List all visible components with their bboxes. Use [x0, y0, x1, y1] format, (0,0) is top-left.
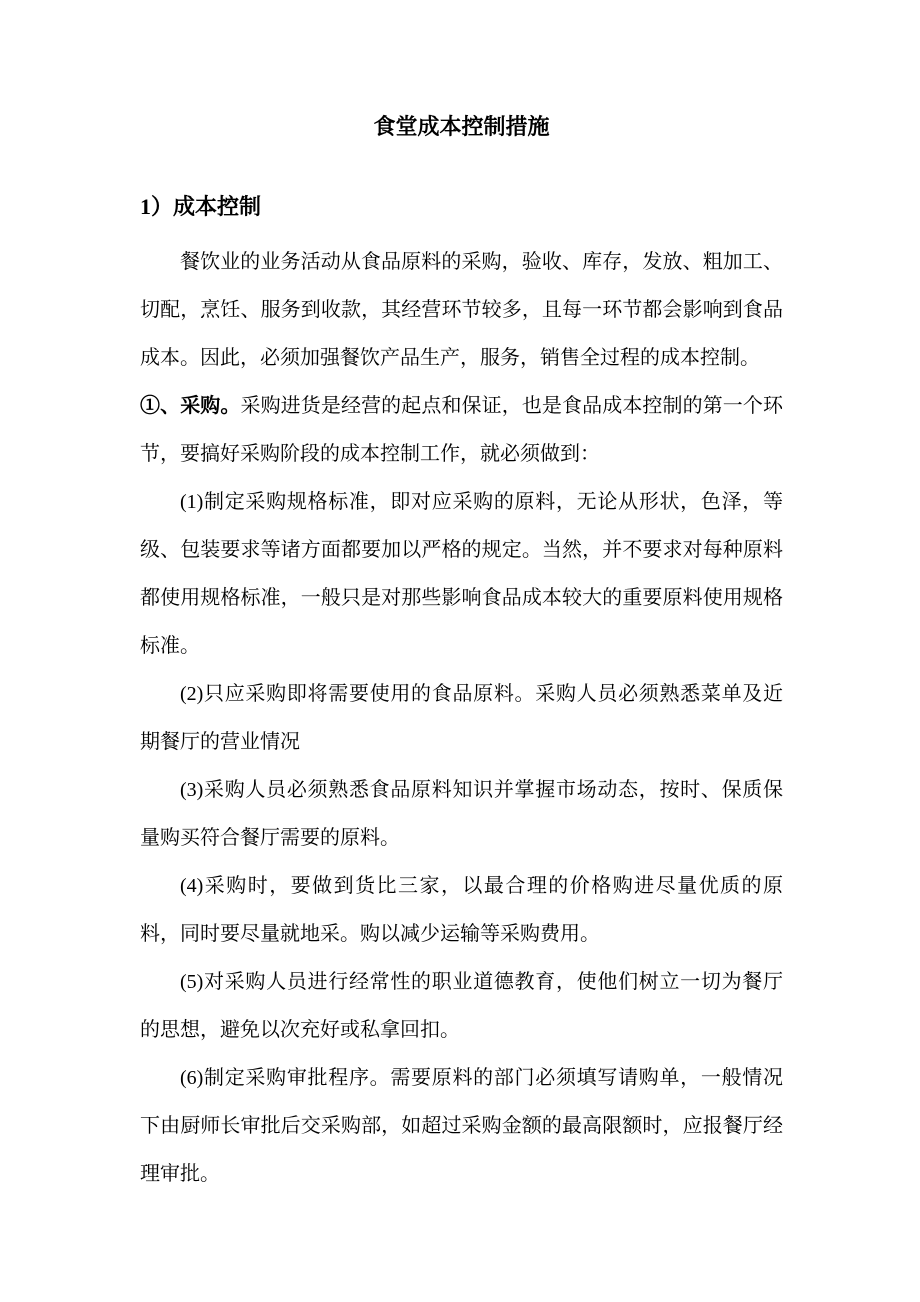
paragraph: (2)只应采购即将需要使用的食品原料。采购人员必须熟悉菜单及近期餐厅的营业情况: [140, 683, 783, 753]
section-heading: 1）成本控制: [140, 194, 262, 219]
paragraph: (4)采购时，要做到货比三家，以最合理的价格购进尽量优质的原料，同时要尽量就地采。购以减少运输等采购费用。: [140, 875, 783, 945]
body-paragraphs: [140, 238, 783, 1198]
document-title: 食堂成本控制措施: [373, 114, 550, 139]
paragraph: ①、采购。采购进货是经营的起点和保证，也是食品成本控制的第一个环节，要搞好采购阶段的成本控制工作，就必须做到：: [140, 395, 784, 465]
paragraph: (6)制定采购审批程序。需要原料的部门必须填写请购单，一般情况下由厨师长审批后交采购部，如超过采购金额的最高限额时，应报餐厅经理审批。: [140, 1067, 783, 1185]
paragraph-bold-lead: ①、采购。: [140, 395, 241, 417]
paragraph: (3)采购人员必须熟悉食品原料知识并掌握市场动态，按时、保质保量购买符合餐厅需要的原料。: [140, 779, 783, 849]
paragraph: (5)对采购人员进行经常性的职业道德教育，使他们树立一切为餐厅的思想，避免以次充好或私拿回扣。: [140, 971, 783, 1041]
paragraph: 餐饮业的业务活动从食品原料的采购，验收、库存，发放、粗加工、切配，烹饪、服务到收款，其经营环节较多，且每一环节都会影响到食品成本。因此，必须加强餐饮产品生产，服务，销售全过程的成本控制。: [140, 251, 783, 369]
paragraph: (1)制定采购规格标准，即对应采购的原料，无论从形状，色泽，等级、包装要求等诸方面都要加以严格的规定。当然，并不要求对每种原料都使用规格标准，一般只是对那些影响食品成本较大的重要原料使用规格标准。: [140, 491, 783, 657]
